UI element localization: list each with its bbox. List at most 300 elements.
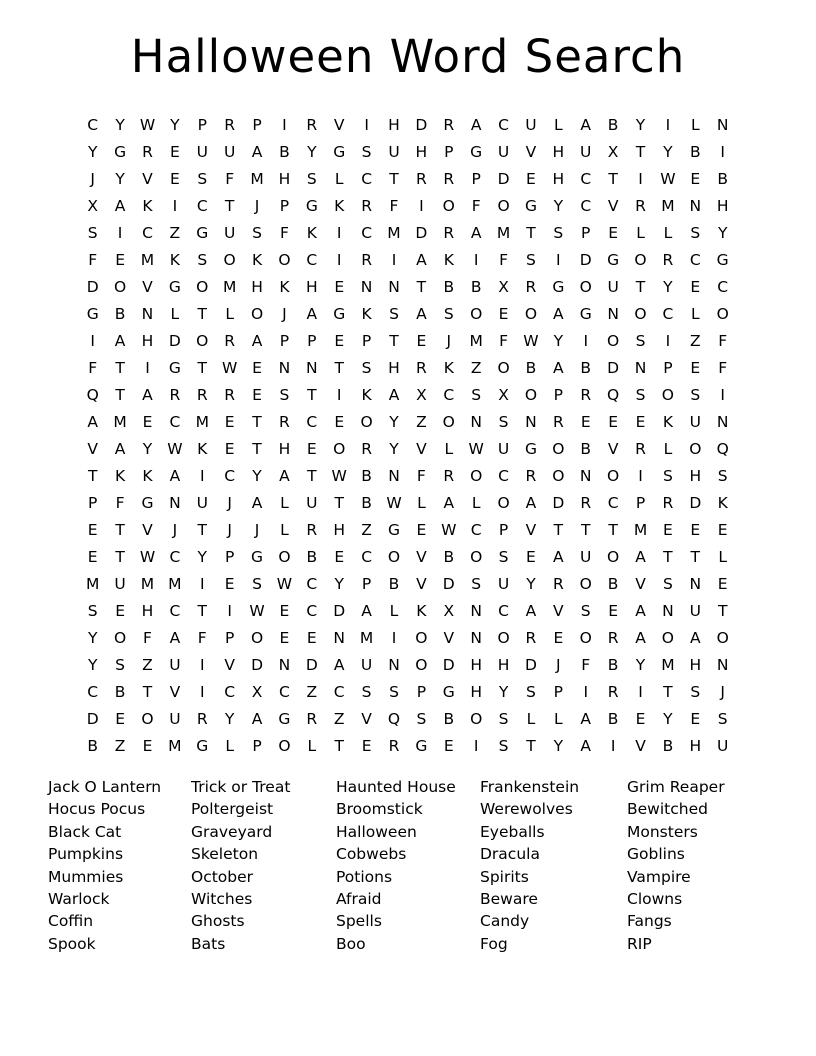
grid-letter: O xyxy=(607,547,620,566)
grid-letter: A xyxy=(525,601,537,620)
grid-letter: T xyxy=(197,601,207,620)
grid-letter: I xyxy=(199,574,205,593)
grid-letter: R xyxy=(635,439,646,458)
word-list-item: Vampire xyxy=(627,867,691,886)
grid-letter: P xyxy=(88,493,98,512)
grid-letter: T xyxy=(115,520,125,539)
grid-letter: Y xyxy=(553,196,564,215)
grid-letter: N xyxy=(607,304,619,323)
grid-letter: E xyxy=(526,169,536,188)
grid-letter: C xyxy=(306,601,318,620)
word-list-column xyxy=(627,776,757,955)
grid-letter: Y xyxy=(635,655,646,674)
grid-letter: J xyxy=(90,169,95,188)
grid-letter: E xyxy=(635,709,646,728)
grid-letter: M xyxy=(387,223,401,242)
grid-letter: D xyxy=(497,169,510,188)
grid-letter: Y xyxy=(115,169,125,188)
grid-letter: T xyxy=(334,358,344,377)
grid-letter: U xyxy=(223,223,236,242)
grid-letter: E xyxy=(252,358,262,377)
grid-letter: T xyxy=(663,547,673,566)
grid-letter: O xyxy=(415,655,428,674)
grid-letter: P xyxy=(498,520,509,539)
word-list-item: Spirits xyxy=(480,867,529,886)
grid-letter: G xyxy=(168,277,181,296)
grid-letter: C xyxy=(717,277,729,296)
grid-letter: J xyxy=(282,304,287,323)
grid-letter: K xyxy=(251,250,263,269)
grid-letter: V xyxy=(416,574,427,593)
grid-letter: O xyxy=(579,277,592,296)
grid-letter: L xyxy=(554,115,563,134)
grid-letter: D xyxy=(86,709,99,728)
grid-letter: R xyxy=(443,223,455,242)
grid-letter: M xyxy=(86,574,100,593)
grid-letter: O xyxy=(497,358,510,377)
grid-letter: G xyxy=(333,304,346,323)
word-list-item: Hocus Pocus xyxy=(48,800,146,819)
grid-letter: H xyxy=(251,277,263,296)
grid-letter: T xyxy=(87,466,98,485)
grid-letter: P xyxy=(279,196,290,215)
grid-letter: B xyxy=(607,574,619,593)
grid-letter: W xyxy=(139,547,156,566)
grid-letter: F xyxy=(88,250,98,269)
grid-letter: E xyxy=(306,628,317,647)
grid-letter: E xyxy=(224,412,235,431)
grid-letter: P xyxy=(581,223,591,242)
grid-letter: S xyxy=(443,304,454,323)
grid-letter: A xyxy=(251,709,263,728)
grid-letter: O xyxy=(579,574,592,593)
grid-letter: Z xyxy=(416,412,427,431)
grid-letter: Y xyxy=(526,574,536,593)
grid-letter: A xyxy=(635,601,646,620)
grid-letter: E xyxy=(224,439,235,458)
word-list-item: Cobwebs xyxy=(336,845,407,864)
grid-letter: C xyxy=(169,601,181,620)
grid-letter: C xyxy=(169,412,181,431)
grid-letter: B xyxy=(306,547,318,566)
grid-letter: A xyxy=(580,115,592,134)
grid-letter: R xyxy=(607,628,619,647)
grid-letter: H xyxy=(305,277,318,296)
word-list-item: Dracula xyxy=(480,845,540,864)
grid-letter: S xyxy=(717,466,728,485)
grid-letter: F xyxy=(581,655,591,674)
grid-letter: T xyxy=(307,466,317,485)
grid-letter: C xyxy=(689,250,701,269)
grid-letter: T xyxy=(389,169,399,188)
grid-letter: A xyxy=(251,142,263,161)
grid-letter: O xyxy=(497,196,510,215)
grid-letter: C xyxy=(361,223,373,242)
grid-letter: G xyxy=(305,196,318,215)
grid-letter: P xyxy=(224,628,235,647)
grid-letter: P xyxy=(553,385,564,404)
grid-letter: M xyxy=(140,250,155,269)
grid-letter: U xyxy=(196,493,208,512)
word-list-item: Werewolves xyxy=(480,800,573,819)
grid-letter: X xyxy=(607,142,619,161)
grid-letter: K xyxy=(717,493,728,512)
grid-letter: T xyxy=(690,547,701,566)
word-list-item: Spells xyxy=(336,912,382,931)
grid-letter: I xyxy=(665,331,671,350)
grid-letter: S xyxy=(690,385,701,404)
grid-letter: D xyxy=(442,655,455,674)
grid-letter: G xyxy=(579,304,592,323)
grid-letter: I xyxy=(336,223,342,242)
grid-letter: U xyxy=(360,655,373,674)
grid-letter: B xyxy=(443,277,455,296)
grid-letter: I xyxy=(473,736,479,755)
grid-letter: C xyxy=(306,574,318,593)
grid-letter: C xyxy=(224,466,236,485)
grid-letter: G xyxy=(552,277,565,296)
word-list-item: Spook xyxy=(48,934,96,953)
grid-letter: U xyxy=(717,736,729,755)
grid-letter: O xyxy=(387,547,401,566)
grid-letter: N xyxy=(333,628,346,647)
grid-letter: D xyxy=(689,493,702,512)
grid-letter: N xyxy=(278,358,291,377)
grid-letter: P xyxy=(635,493,646,512)
grid-letter: R xyxy=(525,466,537,485)
grid-letter: W xyxy=(139,115,156,134)
grid-letter: V xyxy=(553,601,564,620)
word-list-item: Skeleton xyxy=(191,845,259,864)
grid-letter: C xyxy=(580,196,592,215)
grid-letter: S xyxy=(306,169,317,188)
grid-letter: A xyxy=(470,115,482,134)
grid-letter: O xyxy=(634,304,647,323)
grid-letter: S xyxy=(662,574,673,593)
grid-letter: R xyxy=(224,331,236,350)
grid-letter: R xyxy=(388,736,400,755)
grid-letter: M xyxy=(359,628,374,647)
word-list-item: Clowns xyxy=(627,890,683,909)
grid-letter: E xyxy=(690,358,701,377)
grid-letter: R xyxy=(443,115,455,134)
grid-letter: B xyxy=(580,439,592,458)
grid-letter: S xyxy=(580,601,591,620)
grid-letter: R xyxy=(552,574,564,593)
grid-letter: L xyxy=(417,493,426,512)
grid-letter: K xyxy=(334,196,345,215)
grid-letter: Y xyxy=(197,547,207,566)
grid-letter: V xyxy=(333,115,345,134)
grid-letter: H xyxy=(278,169,291,188)
grid-letter: N xyxy=(689,574,702,593)
grid-letter: S xyxy=(690,682,701,701)
word-list-item: Potions xyxy=(336,867,393,886)
grid-letter: R xyxy=(196,709,208,728)
grid-letter: K xyxy=(197,439,208,458)
grid-letter: R xyxy=(279,412,290,431)
grid-letter: O xyxy=(442,196,455,215)
grid-letter: O xyxy=(360,412,373,431)
grid-letter: A xyxy=(416,250,427,269)
grid-letter: F xyxy=(718,358,728,377)
grid-letter: T xyxy=(608,520,618,539)
grid-letter: D xyxy=(86,277,99,296)
grid-letter: U xyxy=(580,142,592,161)
grid-letter: Y xyxy=(87,142,98,161)
grid-letter: A xyxy=(279,466,290,485)
grid-letter: P xyxy=(663,358,673,377)
grid-letter: H xyxy=(689,466,702,485)
grid-letter: L xyxy=(663,223,673,242)
grid-letter: G xyxy=(387,520,400,539)
grid-letter: E xyxy=(717,574,728,593)
grid-letter: K xyxy=(306,223,317,242)
grid-letter: E xyxy=(306,439,317,458)
grid-letter: H xyxy=(552,142,565,161)
grid-letter: Y xyxy=(717,223,728,242)
grid-letter: X xyxy=(416,385,427,404)
grid-letter: I xyxy=(282,115,287,134)
grid-letter: A xyxy=(169,466,181,485)
grid-letter: C xyxy=(498,601,509,620)
grid-letter: E xyxy=(169,142,180,161)
word-list-item: Pumpkins xyxy=(48,845,124,864)
word-list-item: Grim Reaper xyxy=(627,778,725,796)
grid-letter: G xyxy=(470,142,483,161)
grid-letter: L xyxy=(307,736,317,755)
grid-letter: L xyxy=(225,304,234,323)
word-list-item: Poltergeist xyxy=(191,800,274,819)
grid-letter: V xyxy=(635,574,646,593)
grid-letter: S xyxy=(635,331,646,350)
grid-letter: X xyxy=(87,196,98,215)
grid-letter: S xyxy=(498,412,509,431)
grid-letter: R xyxy=(443,466,455,485)
grid-letter: N xyxy=(662,601,674,620)
grid-letter: X xyxy=(498,277,509,296)
grid-letter: A xyxy=(553,358,564,377)
grid-letter: K xyxy=(279,277,290,296)
grid-letter: L xyxy=(444,439,454,458)
grid-letter: N xyxy=(716,115,729,134)
grid-letter: F xyxy=(115,493,125,512)
grid-letter: E xyxy=(115,709,125,728)
grid-letter: T xyxy=(635,277,646,296)
word-list-item: Bewitched xyxy=(627,800,708,819)
grid-letter: K xyxy=(662,412,673,431)
grid-letter: S xyxy=(389,304,399,323)
grid-letter: N xyxy=(169,493,181,512)
grid-letter: B xyxy=(662,736,674,755)
grid-letter: R xyxy=(552,412,564,431)
grid-letter: N xyxy=(278,655,291,674)
grid-letter: S xyxy=(389,682,399,701)
grid-letter: V xyxy=(607,196,619,215)
word-list-item: Fangs xyxy=(627,912,672,931)
grid-letter: E xyxy=(115,250,125,269)
grid-letter: B xyxy=(388,574,400,593)
grid-letter: E xyxy=(663,520,673,539)
word-list-item: Afraid xyxy=(336,890,382,909)
grid-letter: L xyxy=(554,709,563,728)
grid-letter: U xyxy=(525,115,537,134)
grid-letter: W xyxy=(331,466,347,485)
word-list-item: Frankenstein xyxy=(480,778,580,796)
grid-letter: O xyxy=(113,277,127,296)
word-list-item: October xyxy=(191,867,254,886)
grid-letter: B xyxy=(607,709,619,728)
grid-letter: I xyxy=(364,115,369,134)
word-list-item: Graveyard xyxy=(191,822,273,841)
grid-letter: T xyxy=(307,385,317,404)
word-list-item: Jack O Lantern xyxy=(48,778,162,796)
grid-letter: R xyxy=(224,385,236,404)
grid-letter: T xyxy=(526,736,536,755)
grid-letter: I xyxy=(336,250,342,269)
grid-letter: O xyxy=(634,250,647,269)
grid-letter: W xyxy=(221,358,238,377)
grid-letter: S xyxy=(498,709,509,728)
grid-letter: S xyxy=(115,655,125,674)
word-list-item: Beware xyxy=(480,890,538,909)
grid-letter: S xyxy=(361,682,372,701)
grid-letter: G xyxy=(86,304,99,323)
word-list-item: Candy xyxy=(480,912,530,931)
grid-letter: C xyxy=(87,115,99,134)
grid-letter: S xyxy=(252,223,262,242)
grid-letter: L xyxy=(636,223,645,242)
grid-letter: R xyxy=(306,709,318,728)
grid-letter: M xyxy=(168,736,182,755)
grid-letter: E xyxy=(361,736,372,755)
grid-letter: E xyxy=(526,547,536,566)
word-list-item: Black Cat xyxy=(48,822,122,841)
grid-letter: B xyxy=(114,304,126,323)
grid-letter: O xyxy=(607,466,620,485)
grid-letter: B xyxy=(607,115,619,134)
grid-letter: H xyxy=(278,439,291,458)
word-list-column xyxy=(336,776,480,955)
grid-letter: R xyxy=(525,628,537,647)
grid-letter: E xyxy=(608,223,619,242)
grid-letter: M xyxy=(633,520,648,539)
grid-letter: P xyxy=(361,331,372,350)
word-list-item: Broomstick xyxy=(336,800,423,819)
grid-letter: A xyxy=(114,439,126,458)
grid-letter: T xyxy=(635,142,646,161)
grid-letter: D xyxy=(415,223,428,242)
grid-letter: R xyxy=(443,169,455,188)
grid-letter: E xyxy=(169,169,180,188)
grid-letter: T xyxy=(416,277,427,296)
grid-letter: M xyxy=(661,196,675,215)
grid-letter: R xyxy=(224,115,236,134)
grid-letter: Y xyxy=(87,628,98,647)
grid-letter: A xyxy=(553,547,564,566)
grid-letter: C xyxy=(580,169,592,188)
grid-letter: V xyxy=(142,520,153,539)
grid-letter: E xyxy=(553,628,564,647)
grid-letter: E xyxy=(690,169,701,188)
word-list-item: Halloween xyxy=(336,822,417,841)
grid-letter: O xyxy=(223,250,236,269)
grid-letter: O xyxy=(497,628,510,647)
grid-letter: E xyxy=(87,520,98,539)
grid-letter: Y xyxy=(252,466,262,485)
grid-letter: A xyxy=(580,736,592,755)
grid-letter: U xyxy=(169,709,181,728)
word-list-item: Goblins xyxy=(627,845,685,864)
grid-letter: H xyxy=(388,115,400,134)
grid-letter: C xyxy=(196,196,208,215)
grid-letter: I xyxy=(145,358,150,377)
grid-letter: S xyxy=(717,709,728,728)
grid-letter: D xyxy=(168,331,181,350)
grid-letter: E xyxy=(142,412,153,431)
grid-letter: K xyxy=(169,250,180,269)
grid-letter: O xyxy=(442,412,455,431)
grid-letter: R xyxy=(142,142,153,161)
grid-letter: S xyxy=(361,358,372,377)
grid-letter: U xyxy=(306,493,318,512)
grid-letter: P xyxy=(471,169,481,188)
grid-letter: D xyxy=(305,655,318,674)
grid-letter: A xyxy=(333,655,345,674)
grid-letter: Y xyxy=(170,115,180,134)
grid-letter: A xyxy=(114,196,126,215)
grid-letter: E xyxy=(608,412,619,431)
grid-letter: R xyxy=(415,358,427,377)
grid-letter: L xyxy=(280,493,289,512)
grid-letter: C xyxy=(142,223,153,242)
grid-letter: V xyxy=(525,142,537,161)
grid-letter: E xyxy=(334,412,345,431)
grid-letter: L xyxy=(690,115,700,134)
grid-letter: L xyxy=(471,493,481,512)
grid-letter: T xyxy=(526,223,536,242)
grid-letter: I xyxy=(638,466,643,485)
grid-letter: Y xyxy=(224,709,235,728)
grid-letter: B xyxy=(361,466,372,485)
grid-letter: E xyxy=(416,520,427,539)
grid-letter: T xyxy=(115,385,125,404)
grid-letter: S xyxy=(471,574,482,593)
grid-letter: N xyxy=(634,358,647,377)
grid-letter: R xyxy=(580,385,592,404)
grid-letter: U xyxy=(114,574,126,593)
grid-letter: K xyxy=(443,358,454,377)
grid-letter: J xyxy=(254,520,260,539)
grid-letter: A xyxy=(689,628,701,647)
grid-letter: H xyxy=(470,682,482,701)
grid-letter: G xyxy=(278,709,291,728)
grid-letter: R xyxy=(196,385,208,404)
grid-letter: G xyxy=(168,358,181,377)
grid-letter: U xyxy=(497,574,510,593)
grid-letter: U xyxy=(196,142,208,161)
grid-letter: I xyxy=(391,628,397,647)
grid-letter: A xyxy=(388,385,400,404)
grid-letter: O xyxy=(113,628,127,647)
grid-letter: R xyxy=(415,169,427,188)
grid-letter: O xyxy=(552,439,565,458)
grid-letter: S xyxy=(526,682,536,701)
grid-letter: L xyxy=(334,169,344,188)
grid-letter: T xyxy=(608,169,618,188)
grid-letter: L xyxy=(718,547,727,566)
word-list-item: RIP xyxy=(627,934,652,953)
